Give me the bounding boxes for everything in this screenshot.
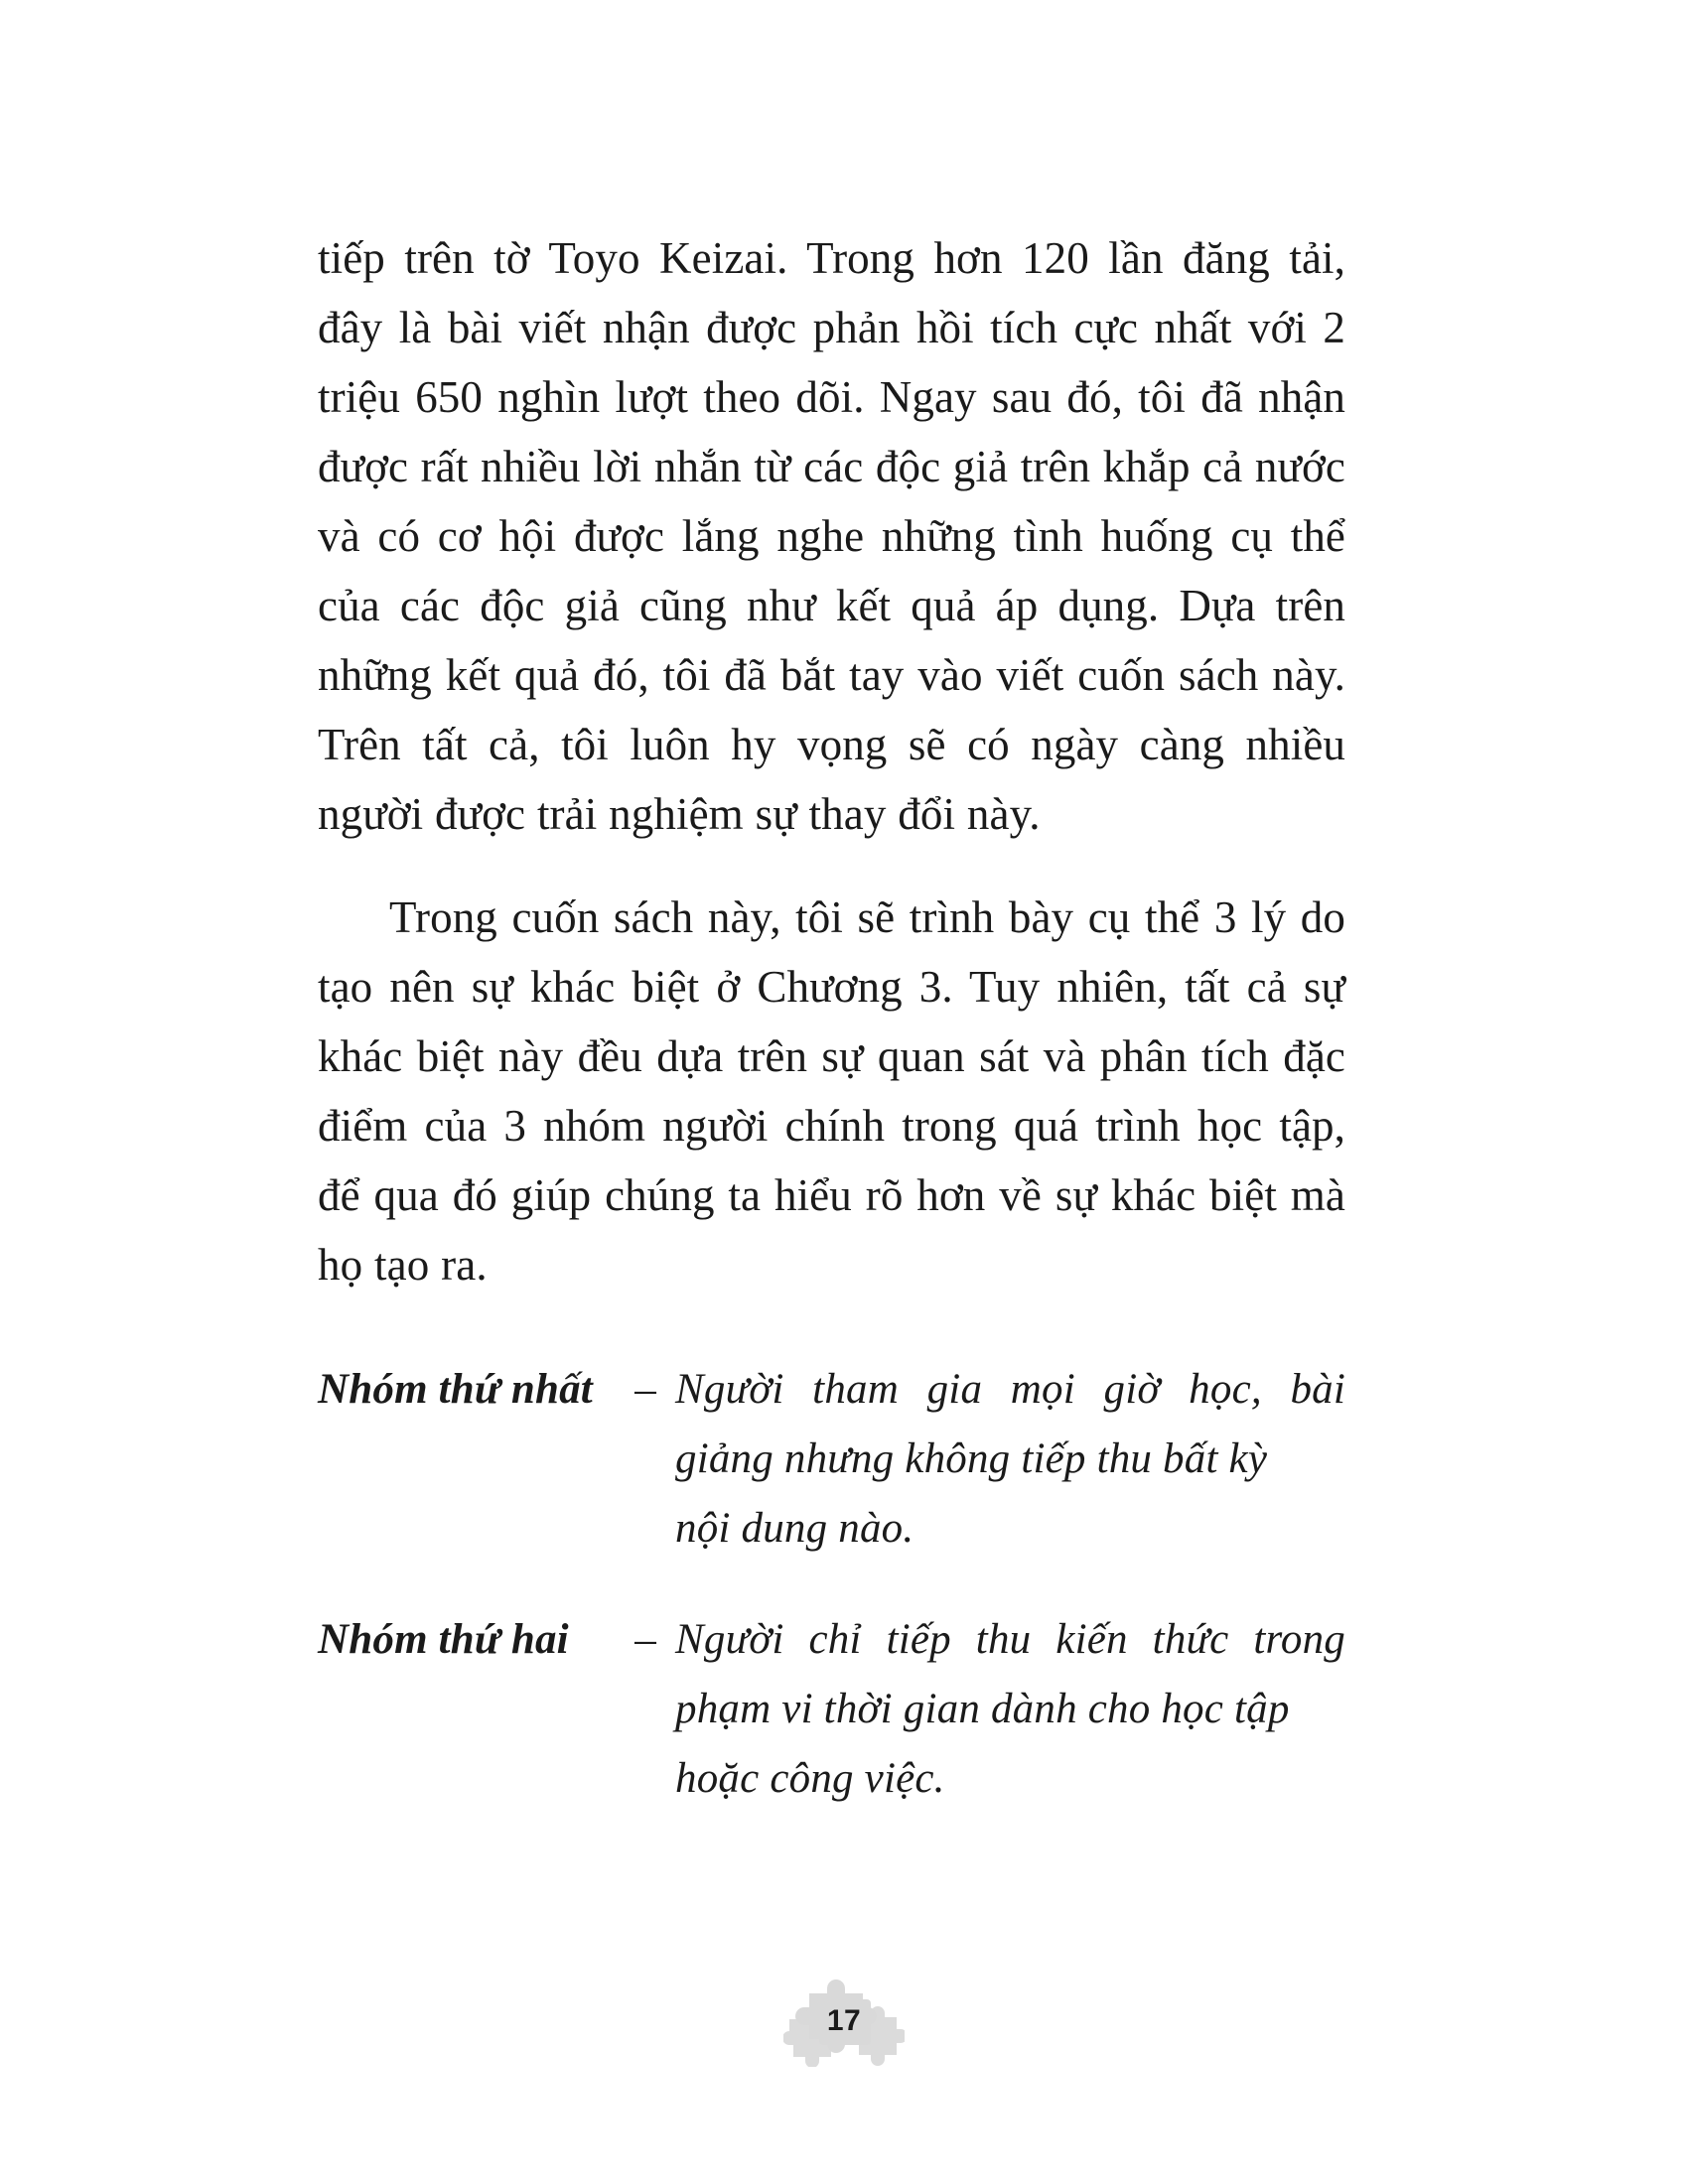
group-description-second-lastline: hoặc công việc.	[675, 1755, 945, 1802]
body-paragraph-1	[318, 223, 1345, 849]
paragraph-2-text: Trong cuốn sách này, tôi sẽ trình bày cụ thể 3 lý do tạo nên sự khác biệt ở Chương 3. Tuy nhiên, tất cả sự khác biệt này đều dựa trên sự quan sát và phân tích đặc điểm của 3 nhóm người chính trong quá trình học tập, để qua đó giúp chúng ta hiểu rõ hơn về sự khác biệt mà họ tạo ra.	[318, 892, 1345, 1290]
group-description-second	[675, 1605, 1345, 1814]
page-number-label: 17	[826, 2004, 862, 2037]
page-number-badge	[783, 1976, 905, 2067]
group-list	[318, 1355, 1345, 1814]
body-paragraph-2	[318, 883, 1345, 1299]
group-description-first-main: Người tham gia mọi giờ học, bài giảng nhưng không tiếp thu bất kỳ	[675, 1366, 1345, 1482]
page-content	[318, 223, 1345, 1855]
group-label-first: Nhóm thứ nhất	[318, 1366, 593, 1413]
group-item-second	[318, 1605, 1345, 1814]
group-description-second-main: Người chỉ tiếp thu kiến thức trong phạm vi thời gian dành cho học tập	[675, 1616, 1345, 1732]
group-dash-second: –	[634, 1616, 656, 1663]
group-label-second: Nhóm thứ hai	[318, 1616, 569, 1663]
group-description-first	[675, 1355, 1345, 1564]
group-description-first-lastline: nội dung nào.	[675, 1505, 914, 1552]
paragraph-1-text: tiếp trên tờ Toyo Keizai. Trong hơn 120 lần đăng tải, đây là bài viết nhận được phản hồi tích cực nhất với 2 triệu 650 nghìn lượt theo dõi. Ngay sau đó, tôi đã nhận được rất nhiều lời nhắn từ các độc giả trên khắp cả nước và có cơ hội được lắng nghe những tình huống cụ thể của các độc giả cũng như kết quả áp dụng. Dựa trên những kết quả đó, tôi đã bắt tay vào viết cuốn sách này. Trên tất cả, tôi luôn hy vọng sẽ có ngày càng nhiều người được trải nghiệm sự thay đổi này.	[318, 233, 1345, 839]
page-footer	[0, 1976, 1688, 2067]
group-dash-first: –	[634, 1366, 656, 1413]
group-item-first	[318, 1355, 1345, 1564]
